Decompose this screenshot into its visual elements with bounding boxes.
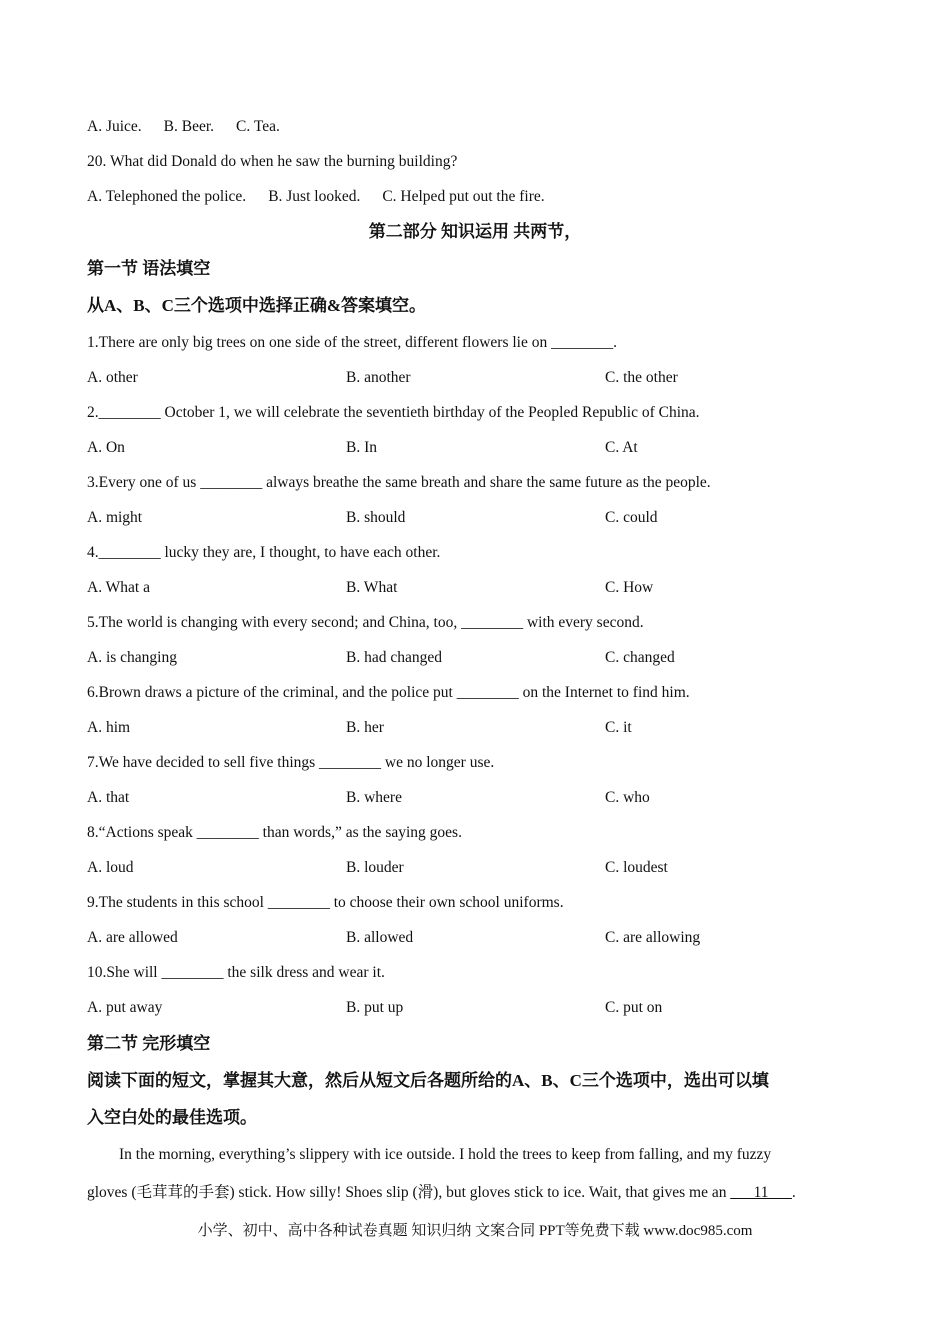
- question-stem: 3.Every one of us ________ always breathe the same breath and share the same future as the people.: [87, 474, 711, 491]
- option-b: B. In: [346, 439, 377, 456]
- question-stem: 9.The students in this school ________ to choose their own school uniforms.: [87, 894, 564, 911]
- question-stem: 2.________ October 1, we will celebrate the seventieth birthday of the Peopled Republic of China.: [87, 404, 700, 421]
- option-b: B. allowed: [346, 929, 414, 946]
- option-a: A. him: [87, 719, 131, 736]
- option-a: A. put away: [87, 999, 163, 1016]
- question-options: [87, 788, 887, 808]
- option-c: C. are allowing: [605, 929, 701, 946]
- q19-option-c: C. Tea.: [236, 118, 280, 135]
- option-b: B. louder: [346, 859, 404, 876]
- section2-instruction-line2: 入空白处的最佳选项。: [87, 1108, 257, 1127]
- passage-line-2: [87, 1183, 796, 1203]
- option-a: A. is changing: [87, 649, 177, 666]
- section1-title: 第一节 语法填空: [87, 259, 211, 278]
- option-b: B. her: [346, 719, 384, 736]
- passage-line-1: In the morning, everything’s slippery with ice outside. I hold the trees to keep from falling, and my fuzzy: [119, 1146, 772, 1163]
- question-stem: 10.She will ________ the silk dress and wear it.: [87, 964, 385, 981]
- q20-option-c: C. Helped put out the fire.: [382, 188, 545, 205]
- passage-blank-11: ___11___: [730, 1184, 792, 1201]
- option-a: A. On: [87, 439, 125, 456]
- question-stem: 8.“Actions speak ________ than words,” as the saying goes.: [87, 824, 462, 841]
- option-c: C. could: [605, 509, 658, 526]
- question-options: [87, 438, 887, 458]
- option-c: C. who: [605, 789, 650, 806]
- option-b: B. had changed: [346, 649, 442, 666]
- option-b: B. should: [346, 509, 406, 526]
- q20-option-b: B. Just looked.: [268, 188, 361, 205]
- question-options: [87, 648, 887, 668]
- q19-options: [87, 117, 302, 137]
- question-stem: 7.We have decided to sell five things ________ we no longer use.: [87, 754, 495, 771]
- section2-title: 第二节 完形填空: [87, 1034, 211, 1053]
- option-c: C. put on: [605, 999, 663, 1016]
- option-c: C. changed: [605, 649, 675, 666]
- option-c: C. the other: [605, 369, 678, 386]
- option-b: B. another: [346, 369, 411, 386]
- question-options: [87, 368, 887, 388]
- question-options: [87, 858, 887, 878]
- option-a: A. are allowed: [87, 929, 178, 946]
- question-stem: 4.________ lucky they are, I thought, to have each other.: [87, 544, 441, 561]
- question-stem: 5.The world is changing with every second; and China, too, ________ with every second.: [87, 614, 644, 631]
- q20-option-a: A. Telephoned the police.: [87, 188, 247, 205]
- passage-line-2-end: .: [791, 1184, 796, 1201]
- option-b: B. where: [346, 789, 402, 806]
- passage-line-2-text: gloves (毛茸茸的手套) stick. How silly! Shoes slip (滑), but gloves stick to ice. Wait, that gives me an: [87, 1184, 731, 1201]
- option-a: A. might: [87, 509, 143, 526]
- section2-instruction-line1: 阅读下面的短文，掌握其大意，然后从短文后各题所给的A、B、C三个选项中，选出可以填: [87, 1071, 769, 1090]
- question-stem: 6.Brown draws a picture of the criminal, and the police put ________ on the Internet to find him.: [87, 684, 690, 701]
- option-b: B. put up: [346, 999, 404, 1016]
- q19-option-b: B. Beer.: [163, 118, 215, 135]
- question-options: [87, 928, 887, 948]
- option-b: B. What: [346, 579, 398, 596]
- option-a: A. that: [87, 789, 130, 806]
- q20-options: [87, 187, 567, 207]
- question-stem: 1.There are only big trees on one side of the street, different flowers lie on ________.: [87, 334, 617, 351]
- question-options: [87, 578, 887, 598]
- option-c: C. How: [605, 579, 654, 596]
- page-footer: 小学、初中、高中各种试卷真题 知识归纳 文案合同 PPT等免费下载 www.doc985.com: [197, 1223, 753, 1239]
- section1-instruction: 从A、B、C三个选项中选择正确&答案填空。: [87, 296, 427, 315]
- question-options: [87, 998, 887, 1018]
- option-a: A. What a: [87, 579, 150, 596]
- option-c: C. At: [605, 439, 638, 456]
- q20-stem: 20. What did Donald do when he saw the burning building?: [87, 153, 458, 170]
- part2-title: 第二部分 知识运用 共两节，: [368, 222, 582, 241]
- option-c: C. loudest: [605, 859, 668, 876]
- q19-option-a: A. Juice.: [87, 118, 142, 135]
- question-options: [87, 508, 887, 528]
- question-options: [87, 718, 887, 738]
- option-c: C. it: [605, 719, 632, 736]
- option-a: A. loud: [87, 859, 134, 876]
- option-a: A. other: [87, 369, 138, 386]
